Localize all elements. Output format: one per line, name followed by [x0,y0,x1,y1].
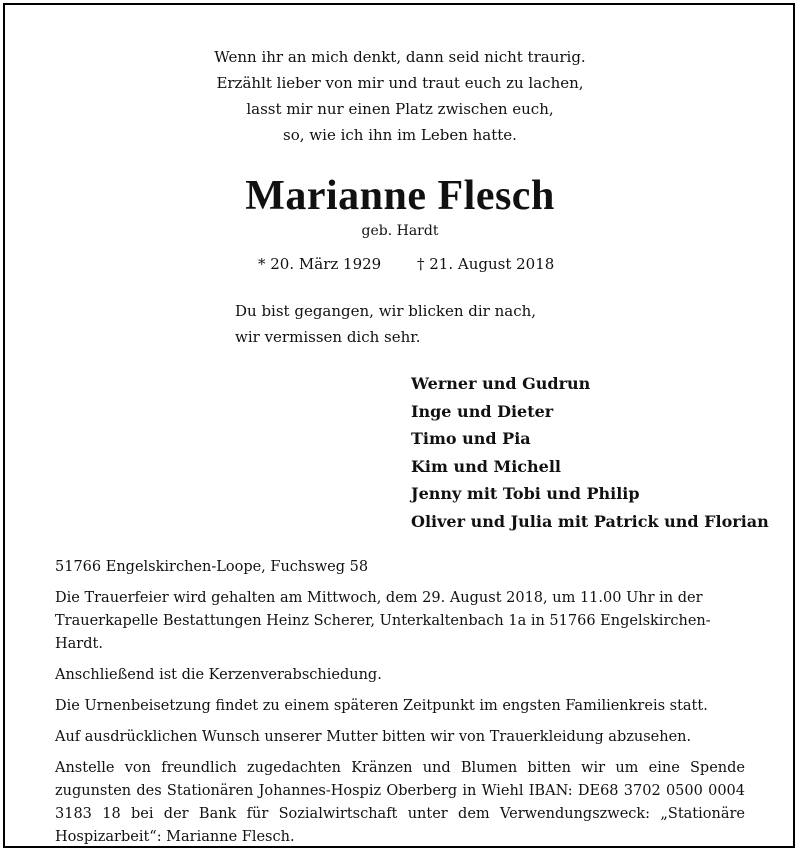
family-name: Werner und Gudrun [411,374,591,393]
family-name: Inge und Dieter [411,401,554,421]
deceased-name: Marianne Flesch [245,173,555,219]
donation-info: Anstelle von freundlich zugedachten Kränzen und Blumen bitten wir um eine Spende zugunsten des Stationären Johannes-Hospiz Oberberg in Wiehl IBAN: DE68 3702 0500 0004 3183 18 bei der Bank für Sozialwirtschaft unter dem Verwendungszweck: „Stationäre Hospizarbeit“: Marianne Flesch. [55,760,745,845]
poem-line: Erzählt lieber von mir und traut euch zu lachen, [216,74,584,92]
urn-info: Die Urnenbeisetzung findet zu einem späteren Zeitpunkt im engsten Familienkreis statt. [55,698,708,714]
family-name: Kim und Michell [411,456,562,476]
farewell-info: Anschließend ist die Kerzenverabschiedung. [55,667,382,683]
address-line: 51766 Engelskirchen-Loope, Fuchsweg 58 [55,559,369,575]
notice-details [55,556,745,857]
memorial-verse [235,298,536,350]
family-signatures [411,370,769,535]
opening-poem [0,44,800,148]
poem-line: lasst mir nur einen Platz zwischen euch, [246,100,554,118]
family-name: Jenny mit Tobi und Philip [411,484,640,503]
family-name: Oliver und Julia mit Patrick und Florian [411,511,769,531]
funeral-info: Die Trauerfeier wird gehalten am Mittwoch, dem 29. August 2018, um 11.00 Uhr in der Trauerkapelle Bestattungen Heinz Scherer, Unterkaltenbach 1a in 51766 Engelskirchen-Hardt. [55,590,711,652]
verse-line: wir vermissen dich sehr. [235,328,421,346]
attire-info: Auf ausdrücklichen Wunsch unserer Mutter bitten wir von Trauerkleidung abzusehen. [55,729,692,745]
death-date: † 21. August 2018 [417,255,555,273]
birth-date: * 20. März 1929 [258,255,382,273]
verse-line: Du bist gegangen, wir blicken dir nach, [235,302,537,320]
birth-name: geb. Hardt [361,223,439,239]
poem-line: Wenn ihr an mich denkt, dann seid nicht traurig. [214,48,586,66]
poem-line: so, wie ich ihn im Leben hatte. [283,126,517,144]
family-name: Timo und Pia [411,429,531,448]
